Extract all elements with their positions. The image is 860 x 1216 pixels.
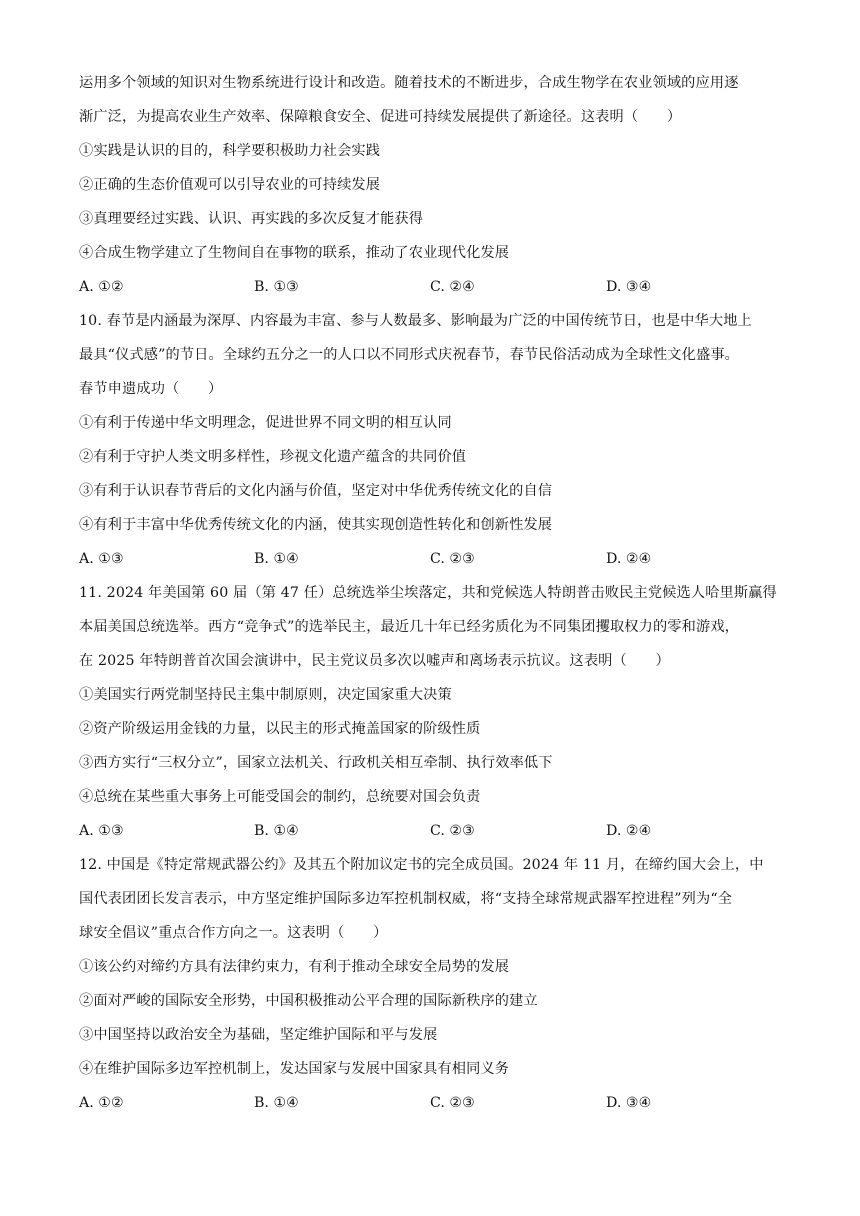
question-stem-line: 渐广泛，为提高农业生产效率、保障粮食安全、促进可持续发展提供了新途径。这表明（ ） bbox=[79, 109, 682, 125]
question-stem-line: 国代表团团长发言表示，中方坚定维护国际多边军控机制权威，将“支持全球常规武器军控进程”列为“全 bbox=[79, 891, 733, 907]
statement-item: ③有利于认识春节背后的文化内涵与价值，坚定对中华优秀传统文化的自信 bbox=[79, 483, 553, 499]
option-a: A. ①③ bbox=[79, 551, 124, 567]
option-d: D. ②④ bbox=[606, 551, 652, 567]
statement-item: ②有利于守护人类文明多样性，珍视文化遗产蕴含的共同价值 bbox=[79, 449, 467, 465]
option-d: D. ②④ bbox=[606, 823, 652, 839]
statement-item: ①实践是认识的目的，科学要积极助力社会实践 bbox=[79, 143, 381, 159]
answer-options bbox=[79, 821, 779, 841]
question-stem-line: 11. 2024 年美国第 60 届（第 47 任）总统选举尘埃落定，共和党候选人特朗普击败民主党候选人哈里斯赢得 bbox=[79, 585, 777, 601]
statement-item: ②面对严峻的国际安全形势，中国积极推动公平合理的国际新秩序的建立 bbox=[79, 993, 538, 1009]
question-stem-line: 运用多个领域的知识对生物系统进行设计和改造。随着技术的不断进步，合成生物学在农业领域的应用逐 bbox=[79, 75, 739, 91]
question-stem-line: 本届美国总统选举。西方“竞争式”的选举民主，最近几十年已经劣质化为不同集团攫取权力的零和游戏， bbox=[79, 619, 739, 635]
question-stem-line: 最具“仪式感”的节日。全球约五分之一的人口以不同形式庆祝春节，春节民俗活动成为全球性文化盛事。 bbox=[79, 347, 739, 363]
question-stem-line: 12. 中国是《特定常规武器公约》及其五个附加议定书的完全成员国。2024 年 11 月，在缔约国大会上，中 bbox=[79, 857, 764, 873]
statement-item: ④在维护国际多边军控机制上，发达国家与发展中国家具有相同义务 bbox=[79, 1061, 510, 1077]
statement-item: ④合成生物学建立了生物间自在事物的联系，推动了农业现代化发展 bbox=[79, 245, 510, 261]
option-c: C. ②④ bbox=[430, 279, 475, 295]
option-a: A. ①③ bbox=[79, 823, 124, 839]
statement-item: ②正确的生态价值观可以引导农业的可持续发展 bbox=[79, 177, 381, 193]
statement-item: ②资产阶级运用金钱的力量，以民主的形式掩盖国家的阶级性质 bbox=[79, 721, 481, 737]
question-stem-line: 10. 春节是内涵最为深厚、内容最为丰富、参与人数最多、影响最为广泛的中国传统节日，也是中华大地上 bbox=[79, 313, 752, 329]
answer-options bbox=[79, 1093, 779, 1113]
option-b: B. ①③ bbox=[254, 279, 299, 295]
option-c: C. ②③ bbox=[430, 551, 475, 567]
option-c: C. ②③ bbox=[430, 823, 475, 839]
option-a: A. ①② bbox=[79, 279, 124, 295]
statement-item: ③中国坚持以政治安全为基础，坚定维护国际和平与发展 bbox=[79, 1027, 438, 1043]
answer-options bbox=[79, 549, 779, 569]
option-b: B. ①④ bbox=[254, 1095, 299, 1111]
option-b: B. ①④ bbox=[254, 551, 299, 567]
statement-item: ③真理要经过实践、认识、再实践的多次反复才能获得 bbox=[79, 211, 424, 227]
statement-item: ①美国实行两党制坚持民主集中制原则，决定国家重大决策 bbox=[79, 687, 452, 703]
statement-item: ①该公约对缔约方具有法律约束力，有利于推动全球安全局势的发展 bbox=[79, 959, 510, 975]
statement-item: ③西方实行“三权分立”，国家立法机关、行政机关相互牵制、执行效率低下 bbox=[79, 755, 553, 771]
option-a: A. ①② bbox=[79, 1095, 124, 1111]
statement-item: ④总统在某些重大事务上可能受国会的制约，总统要对国会负责 bbox=[79, 789, 481, 805]
option-d: D. ③④ bbox=[606, 279, 652, 295]
statement-item: ①有利于传递中华文明理念，促进世界不同文明的相互认同 bbox=[79, 415, 452, 431]
question-stem-line: 在 2025 年特朗普首次国会演讲中，民主党议员多次以嘘声和离场表示抗议。这表明（ ） bbox=[79, 653, 670, 669]
option-c: C. ②③ bbox=[430, 1095, 475, 1111]
question-stem-line: 球安全倡议”重点合作方向之一。这表明（ ） bbox=[79, 925, 388, 941]
option-b: B. ①④ bbox=[254, 823, 299, 839]
answer-options bbox=[79, 277, 779, 297]
question-stem-line: 春节申遗成功（ ） bbox=[79, 381, 223, 397]
statement-item: ④有利于丰富中华优秀传统文化的内涵，使其实现创造性转化和创新性发展 bbox=[79, 517, 553, 533]
option-d: D. ③④ bbox=[606, 1095, 652, 1111]
